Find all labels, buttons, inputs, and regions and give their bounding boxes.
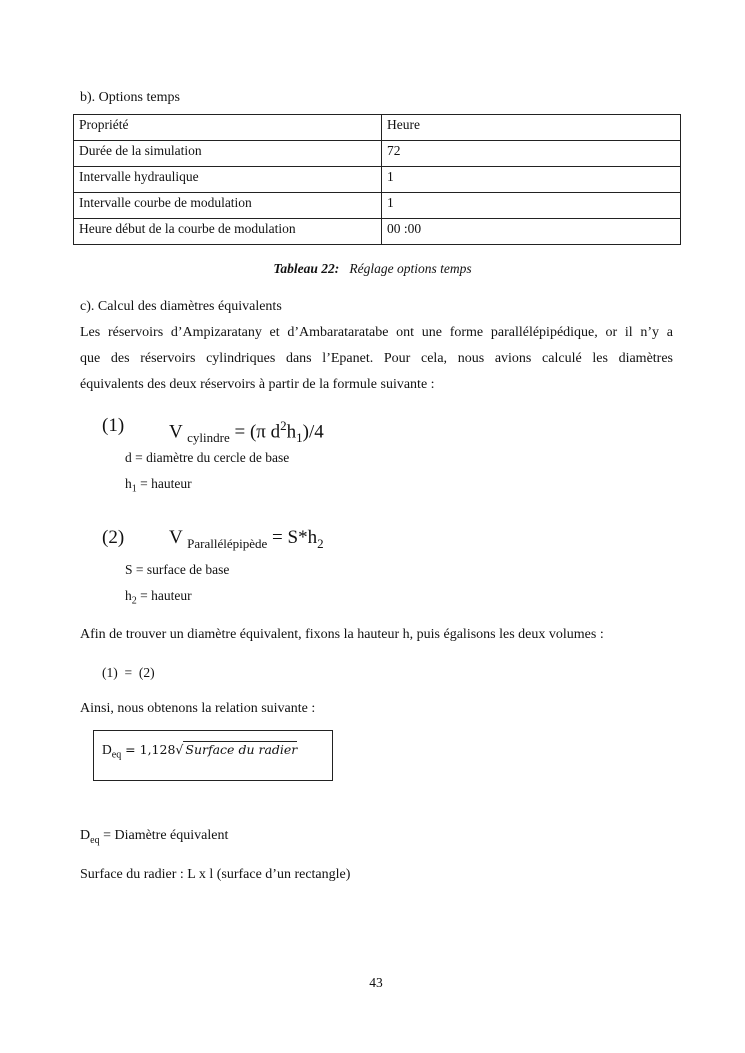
- formula-d-sub: eq: [111, 749, 122, 761]
- table-caption: [0, 261, 745, 277]
- table-cell-property: Heure début de la courbe de modulation: [74, 219, 382, 245]
- section-b-title: b). Options temps: [80, 90, 180, 105]
- eq1-rhs-sub: 1: [296, 430, 303, 446]
- table-cell-value: 1: [382, 167, 681, 193]
- deq-formula: [102, 741, 297, 764]
- formula-box: [93, 730, 333, 781]
- eq1-lhs-sub: cylindre: [187, 430, 230, 446]
- eq1-formula: [169, 415, 324, 449]
- table-cell-value: Heure: [382, 115, 681, 141]
- eq1-rhs-sup: 2: [280, 418, 287, 433]
- eq2-number: (2): [102, 527, 125, 548]
- ainsi-paragraph: Ainsi, nous obtenons la relation suivante :: [80, 701, 316, 716]
- options-temps-table: [73, 114, 681, 245]
- sqrt-icon: √: [175, 742, 184, 757]
- table-cell-property: Durée de la simulation: [74, 141, 382, 167]
- eq2-def-h-post: = hauteur: [136, 588, 192, 603]
- caption-label: Tableau 22:: [273, 261, 340, 276]
- table-cell-property: Propriété: [74, 115, 382, 141]
- surface-definition: Surface du radier : L x l (surface d’un rectangle): [80, 867, 351, 882]
- table-cell-value: 72: [382, 141, 681, 167]
- formula-eq: = 1,128: [121, 742, 176, 757]
- intro-line-3: équivalents des deux réservoirs à partir de la formule suivante :: [80, 377, 435, 392]
- eq1-def-d: d = diamètre du cercle de base: [125, 450, 290, 465]
- options-table-body: [74, 115, 681, 245]
- eq1-rhs-c: )/4: [302, 421, 324, 443]
- intro-line-1: Les réservoirs d’Ampizaratany et d’Ambarataratabe ont une forme parallélépipédique, or il n’y a: [80, 325, 673, 340]
- table-row: [74, 219, 681, 245]
- eq1-number: (1): [102, 415, 125, 436]
- eq2-def-h-sub: 2: [131, 595, 137, 607]
- section-c-title: c). Calcul des diamètres équivalents: [80, 299, 282, 314]
- eq2-lhs: V: [169, 527, 183, 548]
- table-row: [74, 115, 681, 141]
- eq1-def-h: [125, 476, 192, 498]
- deq-sub: eq: [90, 834, 100, 846]
- formula-radicand-rest: du radier: [234, 742, 298, 757]
- table-cell-property: Intervalle hydraulique: [74, 167, 382, 193]
- table-cell-value: 00 :00: [382, 219, 681, 245]
- deq-d: D: [80, 828, 91, 843]
- table-row: [74, 141, 681, 167]
- table-row: [74, 167, 681, 193]
- table-cell-property: Intervalle courbe de modulation: [74, 193, 382, 219]
- eq1-def-h-pre: h: [125, 476, 132, 491]
- afin-paragraph: Afin de trouver un diamètre équivalent, fixons la hauteur h, puis égalisons les deux volumes :: [80, 627, 604, 642]
- eq1-rhs-b: h: [286, 421, 297, 443]
- deq-definition: [80, 828, 228, 849]
- eq2-def-h-pre: h: [125, 588, 132, 603]
- eq1-rhs-a: = (π d: [234, 421, 281, 443]
- eq2-formula: [169, 527, 324, 555]
- table-cell-value: 1: [382, 193, 681, 219]
- eq2-rhs-a: = S*h: [272, 527, 318, 548]
- eq2-def-h: [125, 588, 192, 610]
- formula-radicand: [183, 741, 297, 757]
- eq2-def-s: S = surface de base: [125, 562, 230, 577]
- equality-line: (1) = (2): [102, 665, 155, 680]
- eq1-lhs: V: [169, 421, 183, 443]
- page-number: 43: [369, 975, 383, 990]
- formula-radicand-italic: Surface: [185, 742, 235, 757]
- caption-text: Réglage options temps: [349, 261, 472, 276]
- eq1-def-h-sub: 1: [131, 483, 137, 495]
- eq2-rhs-sub: 2: [317, 535, 324, 551]
- formula-d: D: [102, 742, 112, 757]
- eq1-def-h-post: = hauteur: [136, 476, 192, 491]
- table-row: [74, 193, 681, 219]
- deq-text: = Diamètre équivalent: [99, 828, 229, 843]
- eq2-lhs-sub: Parallélépipède: [187, 535, 268, 551]
- intro-line-2: que des réservoirs cylindriques dans l’Epanet. Pour cela, nous avions calculé les diamètres: [80, 351, 673, 366]
